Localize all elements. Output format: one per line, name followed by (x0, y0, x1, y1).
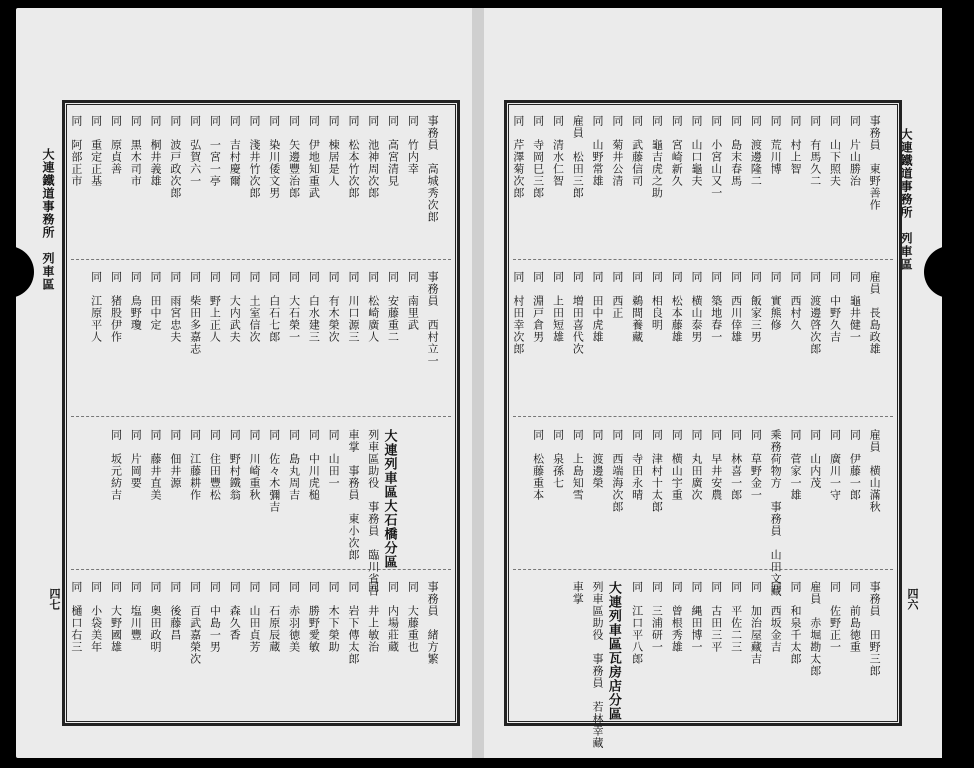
roster-entry: 事務員 東野善作 (868, 115, 882, 211)
roster-entry: 同 後藤昌 (168, 581, 182, 641)
roster-entry: 同 芹澤菊次郎 (511, 115, 525, 199)
roster-entry: 同 奥田政明 (149, 581, 163, 653)
roster-entry: 同 樋口右三 (69, 581, 83, 653)
roster-entry: 同 雨宮忠夫 (168, 271, 182, 343)
roster-entry: 大連列車區瓦房店分區 (605, 581, 621, 721)
roster-entry: 同 曾根秀雄 (670, 581, 684, 653)
right-page (484, 8, 942, 758)
roster-entry: 同 渡邊榮 (591, 429, 605, 489)
roster-entry: 同 片山勝治 (848, 115, 862, 187)
roster-entry: 同 佃井源 (168, 429, 182, 489)
table-frame-right (504, 100, 902, 749)
roster-entry: 同 松本竹次郎 (346, 115, 360, 199)
roster-entry: 雇員 長島政雄 (868, 271, 882, 355)
roster-entry: 同 廣川一守 (828, 429, 842, 501)
roster-entry: 同 上島知雪 (571, 429, 585, 501)
roster-entry: 同 實熊修 (769, 271, 783, 331)
roster-entry: 同 西川倖雄 (729, 271, 743, 343)
roster-entry: 同 山下照夫 (828, 115, 842, 187)
roster-entry: 同 前島徳重 (848, 581, 862, 653)
roster-entry: 同 淺井竹次郎 (248, 115, 261, 199)
roster-entry: 同 島丸周吉 (287, 429, 301, 501)
roster-entry: 同 松崎廣人 (366, 271, 380, 343)
roster-entry: 同 森久香 (228, 581, 242, 641)
roster-entry: 同 荒川博 (769, 115, 783, 175)
roster-entry: 雇員 松田三郎 (571, 115, 585, 199)
roster-entry: 同 有馬久二 (808, 115, 822, 187)
roster-entry: 同 小宮山又一 (709, 115, 723, 199)
roster-entry: 同 片岡要 (129, 429, 143, 489)
roster-entry: 同 淵戸倉男 (531, 271, 545, 343)
roster-entry: 同 中川虎槌 (307, 429, 321, 501)
roster-entry: 同 三浦研一 (650, 581, 664, 653)
roster-entry: 同 縄田博一 (690, 581, 703, 653)
roster-entry: 同 築地春一 (709, 271, 723, 343)
roster-entry: 事務員 高城秀次郎 (426, 115, 440, 223)
roster-entry: 同 清水仁智 (551, 115, 565, 187)
roster-entry: 同 阿部正市 (69, 115, 83, 187)
roster-entry: 同 坂元紡吉 (109, 429, 123, 501)
roster-entry: 同 竹内幸 (406, 115, 420, 175)
roster-entry: 同 村田幸次郎 (511, 271, 525, 355)
roster-entry: 同 宮崎新久 (670, 115, 684, 187)
roster-entry: 同 早井安農 (709, 429, 723, 501)
roster-entry: 同 増田喜代次 (571, 271, 585, 355)
roster-entry: 車掌 (571, 581, 585, 605)
roster-entry: 同 高宮清見 (386, 115, 400, 187)
tier-divider (71, 259, 451, 260)
roster-entry: 同 野村鐵翁 (228, 429, 242, 501)
roster-entry: 同 龜吉虎之助 (650, 115, 664, 199)
page-number-right: 四六 (906, 588, 919, 610)
roster-entry: 同 鵜間養藏 (630, 271, 644, 343)
roster-entry: 雇員 横山滿秋 (868, 429, 882, 513)
roster-entry: 同 井上敏治 (366, 581, 380, 653)
roster-entry: 同 江原平人 (89, 271, 103, 343)
roster-entry: 同 住田豐松 (208, 429, 222, 501)
running-head-left: 大連鐵道事務所 列車區 (41, 148, 55, 291)
roster-entry: 同 川口源三 (346, 271, 360, 343)
roster-entry: 同 横山泰男 (690, 271, 703, 343)
book-gutter (472, 8, 484, 758)
roster-entry: 同 石原辰蔵 (267, 581, 281, 653)
roster-entry: 同 大野國雄 (109, 581, 123, 653)
roster-entry: 同 渡邊啓次郎 (808, 271, 822, 355)
roster-entry: 同 林喜一郎 (729, 429, 743, 501)
roster-entry: 同 南里武 (406, 271, 420, 331)
roster-entry: 雇員 赤堀勘太郎 (808, 581, 822, 677)
roster-entry: 同 勝野愛敏 (307, 581, 321, 653)
roster-entry: 同 有木榮次 (327, 271, 341, 343)
roster-entry: 同 山野常雄 (591, 115, 605, 187)
roster-entry: 同 江口平八郎 (630, 581, 644, 665)
roster-entry: 同 池神周次郎 (366, 115, 380, 199)
roster-entry: 同 白石七郎 (267, 271, 281, 343)
roster-entry: 同 中野久吉 (828, 271, 842, 343)
roster-entry: 同 西村久 (788, 271, 802, 331)
roster-entry: 同 小袋美年 (89, 581, 103, 653)
roster-entry: 乘務荷物方 事務員 山田文藏 (769, 429, 783, 597)
roster-entry: 同 大内武夫 (228, 271, 242, 343)
roster-entry: 同 泉孫七 (551, 429, 565, 489)
roster-entry: 同 菊井公清 (610, 115, 624, 187)
roster-entry: 同 寺田永晴 (630, 429, 644, 501)
roster-entry: 同 百武嘉榮次 (188, 581, 202, 665)
roster-entry: 同 赤羽徳美 (287, 581, 301, 653)
roster-entry: 同 吉村慶爾 (228, 115, 242, 187)
roster-entry: 同 津村十太郎 (650, 429, 664, 513)
roster-entry: 同 染川倭文男 (267, 115, 281, 199)
roster-entry: 同 松本藤雄 (670, 271, 684, 343)
roster-entry: 同 渡邊隆二 (749, 115, 763, 187)
tier-divider (513, 569, 893, 570)
roster-entry: 同 山田一 (327, 429, 341, 489)
roster-entry: 同 佐野正一 (828, 581, 842, 653)
roster-entry: 同 菅家一雄 (788, 429, 802, 501)
roster-entry: 同 土室信次 (248, 271, 261, 343)
tier-divider (513, 259, 893, 260)
roster-entry: 車掌 事務員 東小次郎 (346, 429, 360, 561)
roster-entry: 同 弘賀六一 (188, 115, 202, 187)
roster-entry: 同 相良明 (650, 271, 664, 331)
roster-entry: 同 棟居是人 (327, 115, 341, 187)
roster-entry: 同 黒木司市 (129, 115, 143, 187)
roster-entry: 同 草野金一 (749, 429, 763, 501)
roster-entry: 同 武藤信司 (630, 115, 644, 187)
roster-entry: 同 安藤重二 (386, 271, 400, 343)
roster-entry: 同 大藤重也 (406, 581, 420, 653)
roster-entry: 同 鳥野瓊 (129, 271, 143, 331)
roster-entry: 大連列車區大石橋分區 (381, 429, 397, 569)
roster-entry: 同 佐々木彌吉 (267, 429, 281, 513)
roster-entry: 同 江藤耕作 (188, 429, 202, 501)
roster-entry: 同 加治屋藏吉 (749, 581, 763, 665)
roster-entry: 同 村上智 (788, 115, 802, 175)
page-notch-right (924, 246, 950, 298)
roster-entry: 同 原貞善 (109, 115, 123, 175)
tier-divider (71, 569, 451, 570)
roster-entry: 同 西端海次郎 (610, 429, 624, 513)
roster-entry: 同 岩下傳太郎 (346, 581, 360, 665)
roster-entry: 同 龜井健一 (848, 271, 862, 343)
roster-entry: 同 山口龜夫 (690, 115, 703, 187)
roster-entry: 同 島末春馬 (729, 115, 743, 187)
roster-entry: 同 塩川豐 (129, 581, 143, 641)
roster-entry: 同 一宮一亭 (208, 115, 222, 187)
roster-entry: 同 田中定 (149, 271, 163, 331)
running-head-right: 大連鐵道事務所 列車區 (899, 128, 913, 271)
roster-entry: 同 木下榮助 (327, 581, 341, 653)
table-frame-left (62, 100, 460, 726)
roster-entry: 事務員 西村立一 (426, 271, 440, 367)
roster-entry: 同 矢邊豐治郎 (287, 115, 301, 199)
roster-entry: 同 丸田廣次 (690, 429, 703, 501)
roster-entry: 事務員 田野三郎 (868, 581, 882, 677)
page-notch-left (8, 246, 34, 298)
roster-entry: 列車區助役 事務員 若林幸藏 (591, 581, 605, 749)
roster-entry: 同 大石榮一 (287, 271, 301, 343)
roster-entry: 列車區助役 事務員 臨川省吾 (366, 429, 380, 597)
roster-entry: 同 柴田多嘉志 (188, 271, 202, 355)
roster-entry: 同 上田短雄 (551, 271, 565, 343)
roster-entry: 同 野上正人 (208, 271, 222, 343)
roster-entry: 同 和泉千太郎 (788, 581, 802, 665)
roster-entry: 同 西坂金吉 (769, 581, 783, 653)
roster-entry: 同 山内茂 (808, 429, 822, 489)
roster-entry: 事務員 緒方繁 (426, 581, 440, 665)
roster-entry: 同 寺岡巳三郎 (531, 115, 545, 199)
roster-entry: 同 平佐二三 (729, 581, 743, 653)
roster-entry: 同 飯家三男 (749, 271, 763, 343)
roster-entry: 同 中島一男 (208, 581, 222, 653)
roster-entry: 同 山田貞芳 (248, 581, 261, 653)
roster-entry: 同 桐井義雄 (149, 115, 163, 187)
roster-entry: 同 重定正基 (89, 115, 103, 187)
roster-entry: 同 田中虎雄 (591, 271, 605, 343)
roster-entry: 同 伊地知重武 (307, 115, 321, 199)
roster-entry: 同 猪股伊作 (109, 271, 123, 343)
roster-entry: 同 伊藤一郎 (848, 429, 862, 501)
roster-entry: 同 内場莊蔵 (386, 581, 400, 653)
roster-entry: 同 波戸政次郎 (168, 115, 182, 199)
roster-entry: 同 西正 (610, 271, 624, 319)
roster-entry: 同 松藤重本 (531, 429, 545, 501)
roster-entry: 同 古田三平 (709, 581, 723, 653)
page-number-left: 四七 (48, 588, 61, 610)
roster-entry: 同 川崎重秋 (248, 429, 261, 501)
roster-entry: 同 白水建三 (307, 271, 321, 343)
roster-entry: 同 藤井直美 (149, 429, 163, 501)
roster-entry: 同 横山宇重 (670, 429, 684, 501)
tier-divider (71, 416, 451, 417)
tier-divider (513, 416, 893, 417)
left-page (16, 8, 472, 758)
